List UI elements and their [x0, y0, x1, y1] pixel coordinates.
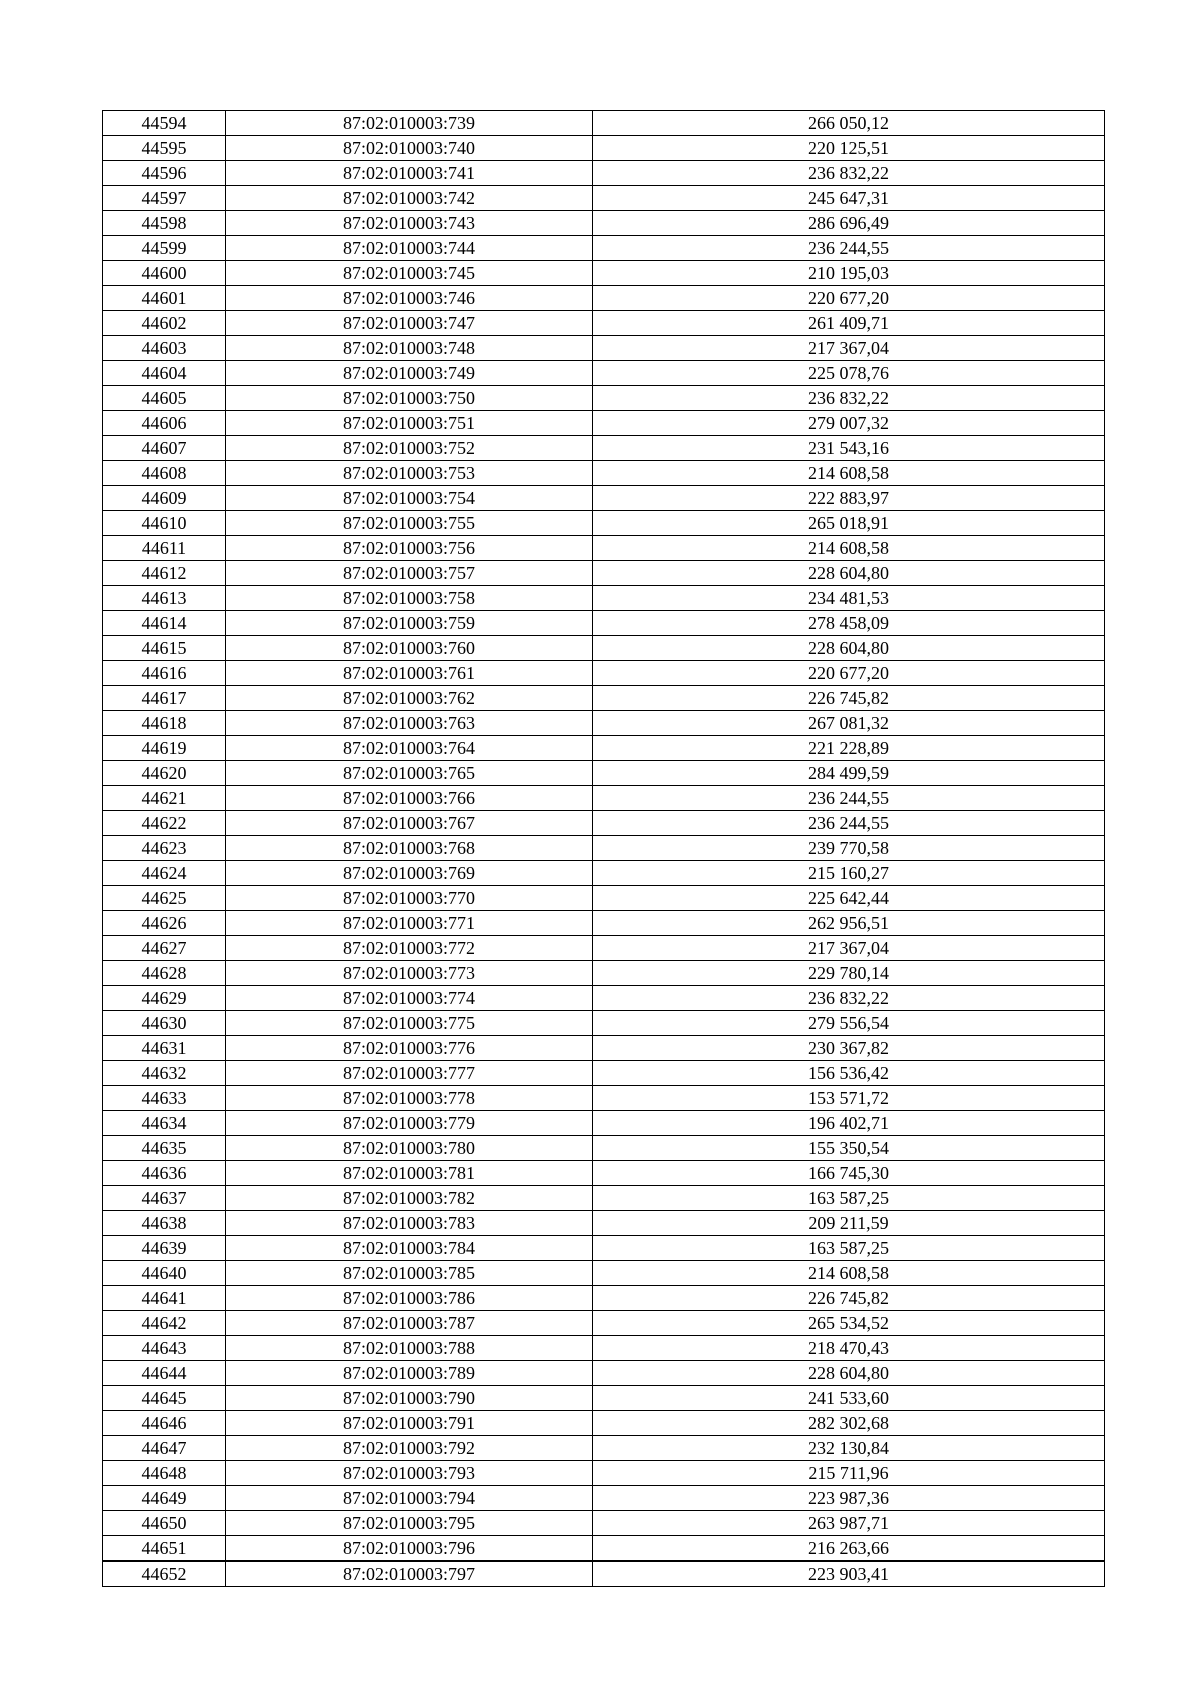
cadastral-number-cell: 87:02:010003:763: [226, 711, 593, 736]
value-cell: 223 987,36: [593, 1486, 1105, 1511]
row-number-cell: 44644: [103, 1361, 226, 1386]
value-cell: 228 604,80: [593, 561, 1105, 586]
value-cell: 229 780,14: [593, 961, 1105, 986]
cadastral-number-cell: 87:02:010003:766: [226, 786, 593, 811]
table-row: [103, 786, 1105, 811]
value-cell: 166 745,30: [593, 1161, 1105, 1186]
value-cell: 228 604,80: [593, 636, 1105, 661]
value-cell: 267 081,32: [593, 711, 1105, 736]
row-number-cell: 44608: [103, 461, 226, 486]
row-number-cell: 44642: [103, 1311, 226, 1336]
row-number-cell: 44623: [103, 836, 226, 861]
value-cell: 216 263,66: [593, 1536, 1105, 1562]
table-row: [103, 336, 1105, 361]
cadastral-number-cell: 87:02:010003:787: [226, 1311, 593, 1336]
table-row: [103, 1486, 1105, 1511]
row-number-cell: 44637: [103, 1186, 226, 1211]
cadastral-number-cell: 87:02:010003:782: [226, 1186, 593, 1211]
value-cell: 265 534,52: [593, 1311, 1105, 1336]
table-row: [103, 1061, 1105, 1086]
value-cell: 236 832,22: [593, 986, 1105, 1011]
cadastral-number-cell: 87:02:010003:790: [226, 1386, 593, 1411]
row-number-cell: 44633: [103, 1086, 226, 1111]
row-number-cell: 44617: [103, 686, 226, 711]
row-number-cell: 44635: [103, 1136, 226, 1161]
cadastral-number-cell: 87:02:010003:739: [226, 111, 593, 136]
cadastral-number-cell: 87:02:010003:767: [226, 811, 593, 836]
table-row: [103, 136, 1105, 161]
table-row: [103, 1511, 1105, 1536]
cadastral-number-cell: 87:02:010003:746: [226, 286, 593, 311]
row-number-cell: 44621: [103, 786, 226, 811]
cadastral-number-cell: 87:02:010003:747: [226, 311, 593, 336]
cadastral-number-cell: 87:02:010003:780: [226, 1136, 593, 1161]
row-number-cell: 44647: [103, 1436, 226, 1461]
cadastral-number-cell: 87:02:010003:781: [226, 1161, 593, 1186]
table-row: [103, 761, 1105, 786]
cadastral-number-cell: 87:02:010003:773: [226, 961, 593, 986]
table-row: [103, 411, 1105, 436]
row-number-cell: 44613: [103, 586, 226, 611]
row-number-cell: 44607: [103, 436, 226, 461]
cadastral-number-cell: 87:02:010003:740: [226, 136, 593, 161]
value-cell: 261 409,71: [593, 311, 1105, 336]
table-row: [103, 186, 1105, 211]
value-cell: 220 677,20: [593, 286, 1105, 311]
value-cell: 225 642,44: [593, 886, 1105, 911]
table-row: [103, 536, 1105, 561]
row-number-cell: 44615: [103, 636, 226, 661]
row-number-cell: 44641: [103, 1286, 226, 1311]
table-row: [103, 1386, 1105, 1411]
cadastral-number-cell: 87:02:010003:785: [226, 1261, 593, 1286]
cadastral-number-cell: 87:02:010003:749: [226, 361, 593, 386]
row-number-cell: 44600: [103, 261, 226, 286]
cadastral-number-cell: 87:02:010003:754: [226, 486, 593, 511]
cadastral-number-cell: 87:02:010003:772: [226, 936, 593, 961]
value-cell: 217 367,04: [593, 936, 1105, 961]
row-number-cell: 44646: [103, 1411, 226, 1436]
cadastral-number-cell: 87:02:010003:761: [226, 661, 593, 686]
value-cell: 210 195,03: [593, 261, 1105, 286]
table-row: [103, 436, 1105, 461]
cadastral-number-cell: 87:02:010003:756: [226, 536, 593, 561]
row-number-cell: 44634: [103, 1111, 226, 1136]
row-number-cell: 44599: [103, 236, 226, 261]
table-row: [103, 361, 1105, 386]
row-number-cell: 44625: [103, 886, 226, 911]
table-row: [103, 1011, 1105, 1036]
table-row: [103, 736, 1105, 761]
value-cell: 163 587,25: [593, 1186, 1105, 1211]
row-number-cell: 44628: [103, 961, 226, 986]
value-cell: 214 608,58: [593, 536, 1105, 561]
table-row: [103, 811, 1105, 836]
table-row: [103, 1261, 1105, 1286]
cadastral-number-cell: 87:02:010003:783: [226, 1211, 593, 1236]
cadastral-number-cell: 87:02:010003:762: [226, 686, 593, 711]
table-row: [103, 261, 1105, 286]
cadastral-number-cell: 87:02:010003:774: [226, 986, 593, 1011]
row-number-cell: 44614: [103, 611, 226, 636]
table-row: [103, 1136, 1105, 1161]
table-row: [103, 986, 1105, 1011]
table-row: [103, 386, 1105, 411]
value-cell: 223 903,41: [593, 1561, 1105, 1587]
row-number-cell: 44602: [103, 311, 226, 336]
row-number-cell: 44603: [103, 336, 226, 361]
value-cell: 232 130,84: [593, 1436, 1105, 1461]
value-cell: 220 125,51: [593, 136, 1105, 161]
value-cell: 236 244,55: [593, 786, 1105, 811]
row-number-cell: 44610: [103, 511, 226, 536]
row-number-cell: 44643: [103, 1336, 226, 1361]
cadastral-number-cell: 87:02:010003:768: [226, 836, 593, 861]
value-cell: 220 677,20: [593, 661, 1105, 686]
value-cell: 222 883,97: [593, 486, 1105, 511]
value-cell: 262 956,51: [593, 911, 1105, 936]
cadastral-number-cell: 87:02:010003:789: [226, 1361, 593, 1386]
table-row: [103, 1086, 1105, 1111]
table-row: [103, 1436, 1105, 1461]
value-cell: 279 007,32: [593, 411, 1105, 436]
cadastral-number-cell: 87:02:010003:769: [226, 861, 593, 886]
value-cell: 218 470,43: [593, 1336, 1105, 1361]
cadastral-number-cell: 87:02:010003:759: [226, 611, 593, 636]
row-number-cell: 44630: [103, 1011, 226, 1036]
row-number-cell: 44629: [103, 986, 226, 1011]
row-number-cell: 44652: [103, 1561, 226, 1587]
table-row: [103, 1036, 1105, 1061]
value-cell: 282 302,68: [593, 1411, 1105, 1436]
row-number-cell: 44649: [103, 1486, 226, 1511]
value-cell: 265 018,91: [593, 511, 1105, 536]
cadastral-number-cell: 87:02:010003:744: [226, 236, 593, 261]
row-number-cell: 44626: [103, 911, 226, 936]
row-number-cell: 44596: [103, 161, 226, 186]
value-cell: 279 556,54: [593, 1011, 1105, 1036]
cadastral-number-cell: 87:02:010003:745: [226, 261, 593, 286]
table-row: [103, 586, 1105, 611]
value-cell: 214 608,58: [593, 461, 1105, 486]
value-cell: 215 160,27: [593, 861, 1105, 886]
row-number-cell: 44650: [103, 1511, 226, 1536]
value-cell: 153 571,72: [593, 1086, 1105, 1111]
row-number-cell: 44648: [103, 1461, 226, 1486]
value-cell: 221 228,89: [593, 736, 1105, 761]
value-cell: 230 367,82: [593, 1036, 1105, 1061]
table-row: [103, 1286, 1105, 1311]
cadastral-number-cell: 87:02:010003:764: [226, 736, 593, 761]
table-row: [103, 1161, 1105, 1186]
cadastral-number-cell: 87:02:010003:776: [226, 1036, 593, 1061]
table-row: [103, 311, 1105, 336]
value-cell: 217 367,04: [593, 336, 1105, 361]
cadastral-number-cell: 87:02:010003:748: [226, 336, 593, 361]
table-row: [103, 936, 1105, 961]
row-number-cell: 44609: [103, 486, 226, 511]
table-row: [103, 161, 1105, 186]
value-cell: 228 604,80: [593, 1361, 1105, 1386]
table-body: [103, 111, 1105, 1587]
table-row: [103, 1461, 1105, 1486]
table-row: [103, 961, 1105, 986]
table-row: [103, 1336, 1105, 1361]
table-row: [103, 1561, 1105, 1587]
value-cell: 236 832,22: [593, 386, 1105, 411]
cadastral-number-cell: 87:02:010003:751: [226, 411, 593, 436]
value-cell: 225 078,76: [593, 361, 1105, 386]
value-cell: 239 770,58: [593, 836, 1105, 861]
cadastral-number-cell: 87:02:010003:741: [226, 161, 593, 186]
row-number-cell: 44631: [103, 1036, 226, 1061]
row-number-cell: 44594: [103, 111, 226, 136]
row-number-cell: 44640: [103, 1261, 226, 1286]
value-cell: 226 745,82: [593, 686, 1105, 711]
table-row: [103, 561, 1105, 586]
table-row: [103, 686, 1105, 711]
cadastral-number-cell: 87:02:010003:795: [226, 1511, 593, 1536]
cadastral-number-cell: 87:02:010003:760: [226, 636, 593, 661]
row-number-cell: 44601: [103, 286, 226, 311]
table-row: [103, 1111, 1105, 1136]
value-cell: 236 244,55: [593, 811, 1105, 836]
row-number-cell: 44597: [103, 186, 226, 211]
cadastral-number-cell: 87:02:010003:786: [226, 1286, 593, 1311]
value-cell: 163 587,25: [593, 1236, 1105, 1261]
row-number-cell: 44616: [103, 661, 226, 686]
value-cell: 155 350,54: [593, 1136, 1105, 1161]
value-cell: 209 211,59: [593, 1211, 1105, 1236]
value-cell: 241 533,60: [593, 1386, 1105, 1411]
cadastral-number-cell: 87:02:010003:758: [226, 586, 593, 611]
value-cell: 266 050,12: [593, 111, 1105, 136]
row-number-cell: 44627: [103, 936, 226, 961]
value-cell: 214 608,58: [593, 1261, 1105, 1286]
table-row: [103, 1411, 1105, 1436]
cadastral-number-cell: 87:02:010003:770: [226, 886, 593, 911]
table-row: [103, 611, 1105, 636]
row-number-cell: 44622: [103, 811, 226, 836]
row-number-cell: 44595: [103, 136, 226, 161]
table-row: [103, 1311, 1105, 1336]
row-number-cell: 44620: [103, 761, 226, 786]
value-cell: 236 832,22: [593, 161, 1105, 186]
row-number-cell: 44604: [103, 361, 226, 386]
cadastral-number-cell: 87:02:010003:792: [226, 1436, 593, 1461]
cadastral-number-cell: 87:02:010003:755: [226, 511, 593, 536]
value-cell: 284 499,59: [593, 761, 1105, 786]
value-cell: 226 745,82: [593, 1286, 1105, 1311]
table-row: [103, 511, 1105, 536]
value-cell: 245 647,31: [593, 186, 1105, 211]
table-row: [103, 111, 1105, 136]
cadastral-number-cell: 87:02:010003:778: [226, 1086, 593, 1111]
cadastral-number-cell: 87:02:010003:742: [226, 186, 593, 211]
table-row: [103, 886, 1105, 911]
row-number-cell: 44651: [103, 1536, 226, 1562]
table-row: [103, 711, 1105, 736]
value-cell: 286 696,49: [593, 211, 1105, 236]
cadastral-number-cell: 87:02:010003:757: [226, 561, 593, 586]
row-number-cell: 44636: [103, 1161, 226, 1186]
cadastral-number-cell: 87:02:010003:793: [226, 1461, 593, 1486]
table-row: [103, 1361, 1105, 1386]
row-number-cell: 44611: [103, 536, 226, 561]
cadastral-number-cell: 87:02:010003:765: [226, 761, 593, 786]
cadastral-number-cell: 87:02:010003:775: [226, 1011, 593, 1036]
table-row: [103, 486, 1105, 511]
table-row: [103, 636, 1105, 661]
table-row: [103, 911, 1105, 936]
row-number-cell: 44645: [103, 1386, 226, 1411]
cadastral-number-cell: 87:02:010003:779: [226, 1111, 593, 1136]
table-row: [103, 286, 1105, 311]
row-number-cell: 44605: [103, 386, 226, 411]
value-cell: 231 543,16: [593, 436, 1105, 461]
cadastral-number-cell: 87:02:010003:794: [226, 1486, 593, 1511]
cadastral-number-cell: 87:02:010003:743: [226, 211, 593, 236]
row-number-cell: 44598: [103, 211, 226, 236]
cadastral-number-cell: 87:02:010003:796: [226, 1536, 593, 1562]
value-cell: 196 402,71: [593, 1111, 1105, 1136]
value-cell: 234 481,53: [593, 586, 1105, 611]
table-row: [103, 661, 1105, 686]
value-cell: 236 244,55: [593, 236, 1105, 261]
table-row: [103, 836, 1105, 861]
cadastral-number-cell: 87:02:010003:752: [226, 436, 593, 461]
value-cell: 278 458,09: [593, 611, 1105, 636]
row-number-cell: 44612: [103, 561, 226, 586]
value-cell: 263 987,71: [593, 1511, 1105, 1536]
row-number-cell: 44638: [103, 1211, 226, 1236]
cadastral-number-cell: 87:02:010003:750: [226, 386, 593, 411]
value-cell: 215 711,96: [593, 1461, 1105, 1486]
table-row: [103, 1211, 1105, 1236]
cadastral-number-cell: 87:02:010003:791: [226, 1411, 593, 1436]
cadastral-number-cell: 87:02:010003:753: [226, 461, 593, 486]
table-row: [103, 1186, 1105, 1211]
cadastral-number-cell: 87:02:010003:797: [226, 1561, 593, 1587]
row-number-cell: 44619: [103, 736, 226, 761]
cadastral-number-cell: 87:02:010003:788: [226, 1336, 593, 1361]
table-row: [103, 211, 1105, 236]
cadastral-number-cell: 87:02:010003:784: [226, 1236, 593, 1261]
row-number-cell: 44639: [103, 1236, 226, 1261]
table-row: [103, 1236, 1105, 1261]
table-row: [103, 461, 1105, 486]
row-number-cell: 44606: [103, 411, 226, 436]
cadastral-number-cell: 87:02:010003:771: [226, 911, 593, 936]
table-row: [103, 1536, 1105, 1562]
row-number-cell: 44624: [103, 861, 226, 886]
cadastral-number-cell: 87:02:010003:777: [226, 1061, 593, 1086]
row-number-cell: 44618: [103, 711, 226, 736]
table-row: [103, 861, 1105, 886]
table-row: [103, 236, 1105, 261]
data-table: [102, 110, 1105, 1587]
value-cell: 156 536,42: [593, 1061, 1105, 1086]
row-number-cell: 44632: [103, 1061, 226, 1086]
